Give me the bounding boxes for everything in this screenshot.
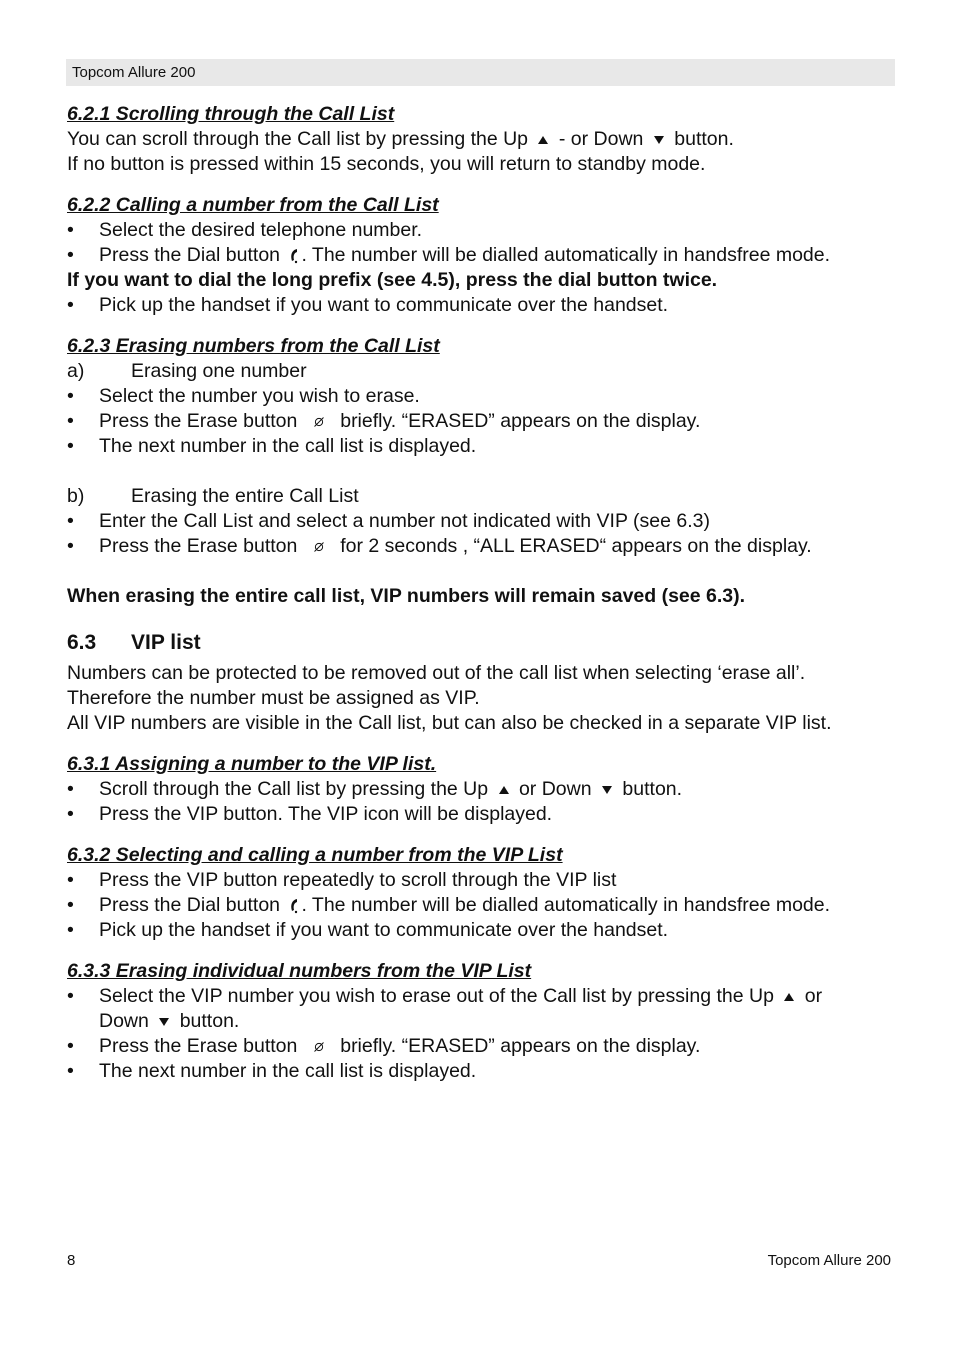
list-item [67, 509, 887, 534]
page-number: 8 [67, 1252, 76, 1269]
text: or Down [518, 778, 592, 800]
bullet: • [67, 919, 74, 941]
section-title-6-2-3: 6.2.3 Erasing numbers from the Call List [67, 335, 440, 357]
bullet: • [67, 385, 74, 407]
item-label: b) [67, 485, 85, 507]
list-item [67, 1059, 887, 1084]
erase-icon [313, 1041, 325, 1053]
text: - or Down [558, 128, 644, 150]
text: Pick up the handset if you want to communicate over the handset. [99, 294, 669, 316]
bullet: • [67, 1035, 74, 1057]
text: Press the VIP button repeatedly to scroll through the VIP list [99, 869, 617, 891]
list-item [67, 218, 887, 243]
bullet: • [67, 435, 74, 457]
list-item [67, 868, 887, 893]
section-title-6-3-3: 6.3.3 Erasing individual numbers from the VIP List [67, 960, 532, 982]
text: Pick up the handset if you want to communicate over the handset. [99, 919, 669, 941]
spacer [67, 559, 887, 584]
bullet: • [67, 869, 74, 891]
section-title-6-2-2: 6.2.2 Calling a number from the Call List [67, 194, 439, 216]
section-number: 6.3 [67, 631, 97, 654]
bullet: • [67, 778, 74, 800]
up-arrow-icon [498, 785, 510, 795]
paragraph: If no button is pressed within 15 seconds, you will return to standby mode. [67, 153, 706, 175]
page-content [67, 100, 887, 1084]
lettered-item [67, 359, 887, 384]
list-item [67, 984, 887, 1034]
erase-icon [313, 541, 325, 553]
bullet: • [67, 985, 74, 1007]
spacer [67, 459, 887, 484]
text: Scroll through the Call list by pressing the Up [99, 778, 489, 800]
section-title-6-3-2: 6.3.2 Selecting and calling a number from the VIP List [67, 844, 563, 866]
section-heading: VIP list [131, 631, 201, 654]
down-arrow-icon [158, 1017, 170, 1027]
text: button. [179, 1010, 240, 1032]
page-header: Topcom Allure 200 [66, 59, 895, 86]
erase-icon [313, 416, 325, 428]
list-item [67, 243, 887, 268]
list-item [67, 777, 887, 802]
text: Select the VIP number you wish to erase out of the Call list by pressing the Up [99, 985, 774, 1007]
text: Select the number you wish to erase. [99, 385, 420, 407]
text: for 2 seconds , “ALL ERASED“ appears on the display. [340, 535, 812, 557]
text: or [804, 985, 823, 1007]
down-arrow-icon [601, 785, 613, 795]
up-arrow-icon [537, 135, 549, 145]
up-arrow-icon [783, 992, 795, 1002]
text: Press the Dial button [99, 894, 281, 916]
text: briefly. “ERASED” appears on the display. [340, 1035, 701, 1057]
list-item [67, 802, 887, 827]
text: Press the VIP button. The VIP icon will be displayed. [99, 803, 553, 825]
text: button. [622, 778, 683, 800]
down-arrow-icon [653, 135, 665, 145]
bullet: • [67, 244, 74, 266]
footer-title: Topcom Allure 200 [767, 1252, 891, 1269]
dial-phone-icon [289, 898, 301, 914]
text: Select the desired telephone number. [99, 219, 423, 241]
dial-phone-icon [289, 248, 301, 264]
list-item [67, 1034, 887, 1059]
text: Press the Erase button [99, 1035, 298, 1057]
bold-note: When erasing the entire call list, VIP numbers will remain saved (see 6.3). [67, 585, 746, 607]
bullet: • [67, 894, 74, 916]
text: The next number in the call list is displayed. [99, 435, 477, 457]
text: Press the Erase button [99, 410, 298, 432]
text: You can scroll through the Call list by pressing the Up [67, 128, 529, 150]
text: Press the Dial button [99, 244, 281, 266]
item-label: a) [67, 360, 85, 382]
text: Down [99, 1010, 149, 1032]
paragraph [67, 127, 887, 152]
text: Erasing one number [131, 360, 307, 382]
lettered-item [67, 484, 887, 509]
list-item [67, 384, 887, 409]
list-item [67, 534, 887, 559]
bold-note: If you want to dial the long prefix (see 4.5), press the dial button twice. [67, 269, 718, 291]
bullet: • [67, 803, 74, 825]
list-item [67, 918, 887, 943]
text: button. [674, 128, 734, 150]
bullet: • [67, 535, 74, 557]
list-item [67, 293, 887, 318]
text: Enter the Call List and select a number not indicated with VIP (see 6.3) [99, 510, 710, 532]
text: . The number will be dialled automatically in handsfree mode. [301, 244, 831, 266]
list-item [67, 409, 887, 434]
paragraph: All VIP numbers are visible in the Call list, but can also be checked in a separate VIP list. [67, 712, 832, 734]
text: The next number in the call list is displayed. [99, 1060, 477, 1082]
section-title-6-2-1: 6.2.1 Scrolling through the Call List [67, 103, 395, 125]
text: . The number will be dialled automatically in handsfree mode. [301, 894, 831, 916]
section-title-6-3 [67, 629, 887, 657]
bullet: • [67, 1060, 74, 1082]
list-item [67, 434, 887, 459]
text: Press the Erase button [99, 535, 298, 557]
bullet: • [67, 510, 74, 532]
paragraph: Therefore the number must be assigned as VIP. [67, 687, 480, 709]
section-title-6-3-1: 6.3.1 Assigning a number to the VIP list. [67, 753, 437, 775]
bullet: • [67, 410, 74, 432]
list-item [67, 893, 887, 918]
bullet: • [67, 294, 74, 316]
text: briefly. “ERASED” appears on the display. [340, 410, 701, 432]
paragraph: Numbers can be protected to be removed out of the call list when selecting ‘erase all’. [67, 662, 806, 684]
bullet: • [67, 219, 74, 241]
text: Erasing the entire Call List [131, 485, 359, 507]
